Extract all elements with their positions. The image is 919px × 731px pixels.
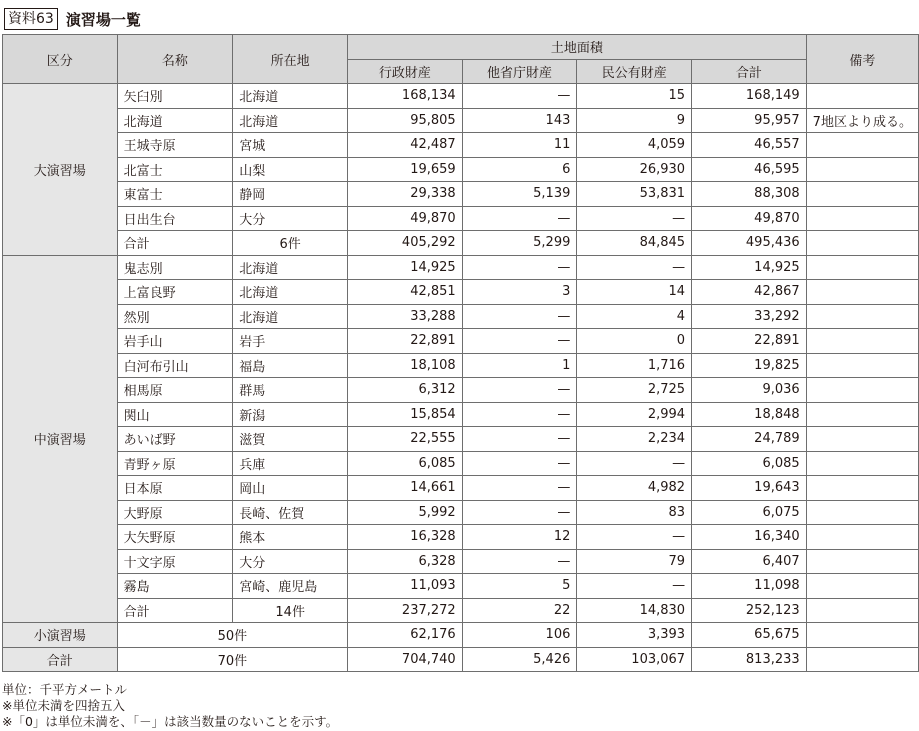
area-location: 岩手 xyxy=(233,329,348,354)
remarks-value xyxy=(806,280,918,305)
total-value: 33,292 xyxy=(692,304,807,329)
grand-total-row-remarks xyxy=(806,647,918,672)
subtotal-remarks xyxy=(806,598,918,623)
total-value: 9,036 xyxy=(692,378,807,403)
area-name: 日出生台 xyxy=(117,206,233,231)
header-land-area: 土地面積 xyxy=(348,35,807,60)
small-area-row-count: 50件 xyxy=(117,623,347,648)
gov-value: 42,851 xyxy=(348,280,463,305)
notes xyxy=(2,682,338,730)
remarks-value xyxy=(806,84,918,109)
private-public-value: 26,930 xyxy=(577,157,692,182)
grand-total-row-total: 813,233 xyxy=(692,647,807,672)
table-row xyxy=(3,206,919,231)
total-value: 168,149 xyxy=(692,84,807,109)
remarks-value xyxy=(806,133,918,158)
subtotal-private-public: 14,830 xyxy=(577,598,692,623)
table-row xyxy=(3,549,919,574)
private-public-value: 1,716 xyxy=(577,353,692,378)
table-row xyxy=(3,451,919,476)
private-public-value: 2,234 xyxy=(577,427,692,452)
total-value: 16,340 xyxy=(692,525,807,550)
gov-value: 5,992 xyxy=(348,500,463,525)
note-legend: ※「0」は単位未満を、「－」は該当数量のないことを示す。 xyxy=(2,714,339,729)
gov-value: 6,328 xyxy=(348,549,463,574)
private-public-value: 79 xyxy=(577,549,692,574)
area-name: 白河布引山 xyxy=(117,353,233,378)
gov-value: 49,870 xyxy=(348,206,463,231)
area-name: あいば野 xyxy=(117,427,233,452)
gov-value: 22,891 xyxy=(348,329,463,354)
gov-value: 95,805 xyxy=(348,108,463,133)
private-public-value: 9 xyxy=(577,108,692,133)
training-area-table xyxy=(2,34,919,672)
subtotal-other-ministry: 5,299 xyxy=(462,231,577,256)
total-value: 6,085 xyxy=(692,451,807,476)
total-value: 19,825 xyxy=(692,353,807,378)
gov-value: 6,085 xyxy=(348,451,463,476)
table-row xyxy=(3,182,919,207)
small-area-row-remarks xyxy=(806,623,918,648)
subtotal-row xyxy=(3,598,919,623)
header-private-public: 民公有財産 xyxy=(577,59,692,84)
area-location: 滋賀 xyxy=(233,427,348,452)
area-name: 鬼志別 xyxy=(117,255,233,280)
area-name: 青野ヶ原 xyxy=(117,451,233,476)
subtotal-label: 合計 xyxy=(117,231,233,256)
gov-value: 29,338 xyxy=(348,182,463,207)
remarks-value xyxy=(806,329,918,354)
total-value: 22,891 xyxy=(692,329,807,354)
area-name: 北富士 xyxy=(117,157,233,182)
gov-value: 16,328 xyxy=(348,525,463,550)
area-location: 兵庫 xyxy=(233,451,348,476)
area-name: 十文字原 xyxy=(117,549,233,574)
table-row xyxy=(3,402,919,427)
total-value: 11,098 xyxy=(692,574,807,599)
table-row xyxy=(3,500,919,525)
table-row xyxy=(3,574,919,599)
table-row xyxy=(3,329,919,354)
other-ministry-value: 5,139 xyxy=(462,182,577,207)
total-value: 49,870 xyxy=(692,206,807,231)
header-remarks: 備考 xyxy=(806,35,918,84)
table-row xyxy=(3,108,919,133)
area-location: 北海道 xyxy=(233,108,348,133)
area-name: 相馬原 xyxy=(117,378,233,403)
remarks-value xyxy=(806,206,918,231)
gov-value: 33,288 xyxy=(348,304,463,329)
other-ministry-value: 11 xyxy=(462,133,577,158)
remarks-value xyxy=(806,427,918,452)
area-name: 東富士 xyxy=(117,182,233,207)
table-row xyxy=(3,378,919,403)
header-gov: 行政財産 xyxy=(348,59,463,84)
remarks-value xyxy=(806,182,918,207)
private-public-value: 14 xyxy=(577,280,692,305)
remarks-value xyxy=(806,378,918,403)
area-location: 北海道 xyxy=(233,84,348,109)
table-row xyxy=(3,133,919,158)
remarks-value: 7地区より成る。 xyxy=(806,108,918,133)
other-ministry-value: — xyxy=(462,427,577,452)
area-location: 福島 xyxy=(233,353,348,378)
area-name: 王城寺原 xyxy=(117,133,233,158)
page-title: 演習場一覧 xyxy=(65,10,141,29)
private-public-value: 0 xyxy=(577,329,692,354)
small-area-row-other-ministry: 106 xyxy=(462,623,577,648)
header-name: 名称 xyxy=(117,35,233,84)
gov-value: 18,108 xyxy=(348,353,463,378)
private-public-value: 2,994 xyxy=(577,402,692,427)
table-row xyxy=(3,280,919,305)
table-row xyxy=(3,157,919,182)
total-value: 6,407 xyxy=(692,549,807,574)
table-row xyxy=(3,84,919,109)
total-value: 95,957 xyxy=(692,108,807,133)
area-location: 長崎、佐賀 xyxy=(233,500,348,525)
subtotal-total: 252,123 xyxy=(692,598,807,623)
area-name: 然別 xyxy=(117,304,233,329)
note-unit: 単位：千平方メートル xyxy=(2,682,128,697)
total-value: 46,595 xyxy=(692,157,807,182)
table-row xyxy=(3,255,919,280)
remarks-value xyxy=(806,157,918,182)
title-row xyxy=(0,6,141,32)
grand-total-row xyxy=(3,647,919,672)
private-public-value: 53,831 xyxy=(577,182,692,207)
total-value: 14,925 xyxy=(692,255,807,280)
area-location: 熊本 xyxy=(233,525,348,550)
subtotal-row xyxy=(3,231,919,256)
area-name: 関山 xyxy=(117,402,233,427)
area-name: 上富良野 xyxy=(117,280,233,305)
gov-value: 19,659 xyxy=(348,157,463,182)
other-ministry-value: 143 xyxy=(462,108,577,133)
header-other-ministry: 他省庁財産 xyxy=(462,59,577,84)
remarks-value xyxy=(806,549,918,574)
area-location: 大分 xyxy=(233,549,348,574)
private-public-value: — xyxy=(577,574,692,599)
table-row xyxy=(3,525,919,550)
area-name: 岩手山 xyxy=(117,329,233,354)
private-public-value: — xyxy=(577,206,692,231)
other-ministry-value: — xyxy=(462,476,577,501)
subtotal-gov: 405,292 xyxy=(348,231,463,256)
area-location: 新潟 xyxy=(233,402,348,427)
small-area-row-label: 小演習場 xyxy=(3,623,118,648)
other-ministry-value: 12 xyxy=(462,525,577,550)
remarks-value xyxy=(806,525,918,550)
other-ministry-value: — xyxy=(462,304,577,329)
subtotal-total: 495,436 xyxy=(692,231,807,256)
subtotal-remarks xyxy=(806,231,918,256)
grand-total-row-gov: 704,740 xyxy=(348,647,463,672)
total-value: 46,557 xyxy=(692,133,807,158)
subtotal-count: 6件 xyxy=(233,231,348,256)
remarks-value xyxy=(806,574,918,599)
small-area-row-private-public: 3,393 xyxy=(577,623,692,648)
grand-total-row-label: 合計 xyxy=(3,647,118,672)
document-label: 資料63 xyxy=(4,8,58,30)
area-name: 日本原 xyxy=(117,476,233,501)
private-public-value: — xyxy=(577,451,692,476)
subtotal-private-public: 84,845 xyxy=(577,231,692,256)
subtotal-gov: 237,272 xyxy=(348,598,463,623)
area-location: 岡山 xyxy=(233,476,348,501)
area-name: 矢臼別 xyxy=(117,84,233,109)
private-public-value: — xyxy=(577,255,692,280)
area-location: 宮城 xyxy=(233,133,348,158)
area-location: 群馬 xyxy=(233,378,348,403)
other-ministry-value: 6 xyxy=(462,157,577,182)
other-ministry-value: — xyxy=(462,255,577,280)
other-ministry-value: — xyxy=(462,549,577,574)
remarks-value xyxy=(806,255,918,280)
gov-value: 6,312 xyxy=(348,378,463,403)
total-value: 24,789 xyxy=(692,427,807,452)
area-location: 山梨 xyxy=(233,157,348,182)
gov-value: 42,487 xyxy=(348,133,463,158)
area-location: 静岡 xyxy=(233,182,348,207)
small-area-row xyxy=(3,623,919,648)
note-rounding: ※単位未満を四捨五入 xyxy=(2,698,125,713)
area-location: 北海道 xyxy=(233,304,348,329)
remarks-value xyxy=(806,402,918,427)
small-area-row-total: 65,675 xyxy=(692,623,807,648)
grand-total-row-other-ministry: 5,426 xyxy=(462,647,577,672)
total-value: 19,643 xyxy=(692,476,807,501)
other-ministry-value: — xyxy=(462,500,577,525)
area-name: 霧島 xyxy=(117,574,233,599)
area-location: 北海道 xyxy=(233,280,348,305)
gov-value: 168,134 xyxy=(348,84,463,109)
small-area-row-gov: 62,176 xyxy=(348,623,463,648)
gov-value: 14,925 xyxy=(348,255,463,280)
subtotal-count: 14件 xyxy=(233,598,348,623)
remarks-value xyxy=(806,476,918,501)
grand-total-row-count: 70件 xyxy=(117,647,347,672)
gov-value: 15,854 xyxy=(348,402,463,427)
subtotal-label: 合計 xyxy=(117,598,233,623)
private-public-value: 83 xyxy=(577,500,692,525)
table-row xyxy=(3,304,919,329)
table-row xyxy=(3,427,919,452)
gov-value: 14,661 xyxy=(348,476,463,501)
grand-total-row-private-public: 103,067 xyxy=(577,647,692,672)
other-ministry-value: 1 xyxy=(462,353,577,378)
gov-value: 22,555 xyxy=(348,427,463,452)
group-label: 中演習場 xyxy=(3,255,118,623)
total-value: 18,848 xyxy=(692,402,807,427)
group-label: 大演習場 xyxy=(3,84,118,256)
other-ministry-value: 3 xyxy=(462,280,577,305)
other-ministry-value: 5 xyxy=(462,574,577,599)
private-public-value: 4,059 xyxy=(577,133,692,158)
remarks-value xyxy=(806,500,918,525)
remarks-value xyxy=(806,353,918,378)
other-ministry-value: — xyxy=(462,378,577,403)
total-value: 6,075 xyxy=(692,500,807,525)
other-ministry-value: — xyxy=(462,402,577,427)
table-body xyxy=(3,84,919,672)
other-ministry-value: — xyxy=(462,84,577,109)
private-public-value: 4,982 xyxy=(577,476,692,501)
gov-value: 11,093 xyxy=(348,574,463,599)
total-value: 42,867 xyxy=(692,280,807,305)
header-location: 所在地 xyxy=(233,35,348,84)
area-location: 大分 xyxy=(233,206,348,231)
remarks-value xyxy=(806,304,918,329)
private-public-value: 2,725 xyxy=(577,378,692,403)
subtotal-other-ministry: 22 xyxy=(462,598,577,623)
area-name: 大野原 xyxy=(117,500,233,525)
private-public-value: 4 xyxy=(577,304,692,329)
area-name: 北海道 xyxy=(117,108,233,133)
header-category: 区分 xyxy=(3,35,118,84)
header-total: 合計 xyxy=(692,59,807,84)
table-row xyxy=(3,476,919,501)
other-ministry-value: — xyxy=(462,451,577,476)
total-value: 88,308 xyxy=(692,182,807,207)
remarks-value xyxy=(806,451,918,476)
area-location: 北海道 xyxy=(233,255,348,280)
private-public-value: 15 xyxy=(577,84,692,109)
private-public-value: — xyxy=(577,525,692,550)
other-ministry-value: — xyxy=(462,206,577,231)
other-ministry-value: — xyxy=(462,329,577,354)
table-row xyxy=(3,353,919,378)
area-location: 宮崎、鹿児島 xyxy=(233,574,348,599)
area-name: 大矢野原 xyxy=(117,525,233,550)
